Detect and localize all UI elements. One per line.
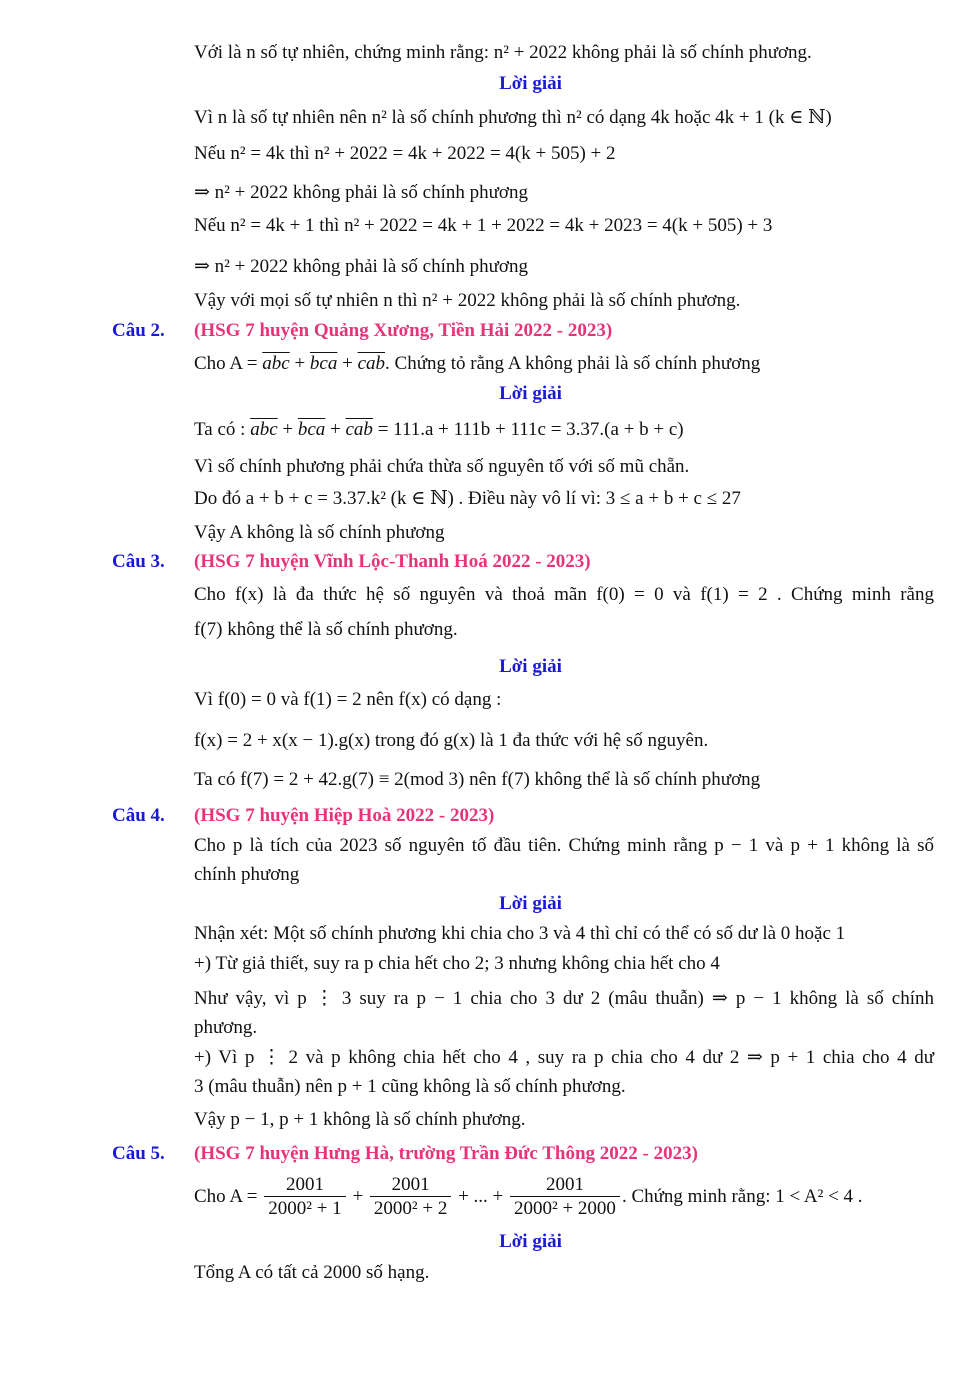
problem-statement: Cho f(x) là đa thức hệ số nguyên và thoả mãn f(0) = 0 và f(1) = 2 . Chứng minh rằng [194,584,934,605]
solution-heading: Lời giải [499,656,562,677]
solution-line: phương. [194,1017,258,1038]
question-number: Câu 4. [112,805,165,826]
solution-line: f(x) = 2 + x(x − 1).g(x) trong đó g(x) là 1 đa thức với hệ số nguyên. [194,730,709,751]
solution-line: Vậy với mọi số tự nhiên n thì n² + 2022 không phải là số chính phương. [194,290,741,311]
solution-line: Vì số chính phương phải chứa thừa số nguyên tố với số mũ chẵn. [194,456,690,477]
problem-statement: f(7) không thể là số chính phương. [194,619,458,640]
question-number: Câu 3. [112,551,165,572]
solution-line: Do đó a + b + c = 3.37.k² (k ∈ ℕ) . Điều này vô lí vì: 3 ≤ a + b + c ≤ 27 [194,488,741,509]
question-source: (HSG 7 huyện Hưng Hà, trường Trần Đức Thông 2022 - 2023) [194,1143,698,1164]
fraction: $\frac{2001}{\text{2000² + 2000}}$ [510,1174,620,1221]
solution-line: +) Vì p ⋮ 2 và p không chia hết cho 4 , suy ra p chia cho 4 dư 2 ⇒ p + 1 chia cho 4 dư [194,1047,934,1068]
solution-line: ⇒ n² + 2022 không phải là số chính phương [194,182,528,203]
solution-line: Vậy A không là số chính phương [194,522,445,543]
solution-line: +) Từ giả thiết, suy ra p chia hết cho 2; 3 nhưng không chia hết cho 4 [194,953,720,974]
fraction: $\frac{2001}{\text{2000² + 1}}$ [264,1174,345,1221]
problem-statement: Với là n số tự nhiên, chứng minh rằng: n² + 2022 không phải là số chính phương. [194,42,812,63]
fraction: $\frac{2001}{\text{2000² + 2}}$ [370,1174,451,1221]
solution-line: Ta có f(7) = 2 + 42.g(7) ≡ 2(mod 3) nên f(7) không thể là số chính phương [194,769,761,790]
solution-line: Ta có : $\overline{abc} + \overline{bca} + \overline{cab} = 111.a + 111b + 111c = 3.37.(a + b + c)$ [194,419,684,440]
question-source: (HSG 7 huyện Hiệp Hoà 2022 - 2023) [194,805,495,826]
solution-line: Như vậy, vì p ⋮ 3 suy ra p − 1 chia cho 3 dư 2 (mâu thuẫn) ⇒ p − 1 không là số chính [194,988,934,1009]
solution-line: 3 (mâu thuẫn) nên p + 1 cũng không là số chính phương. [194,1076,626,1097]
solution-line: Vì n là số tự nhiên nên n² là số chính phương thì n² có dạng 4k hoặc 4k + 1 (k ∈ ℕ) [194,107,832,128]
problem-statement: Cho p là tích của 2023 số nguyên tố đầu tiên. Chứng minh rằng p − 1 và p + 1 không là số [194,835,934,856]
question-source: (HSG 7 huyện Quảng Xương, Tiền Hải 2022 - 2023) [194,320,613,341]
solution-heading: Lời giải [499,73,562,94]
solution-line: Vậy p − 1, p + 1 không là số chính phương. [194,1109,526,1130]
solution-heading: Lời giải [499,893,562,914]
solution-line: Tổng A có tất cả 2000 số hạng. [194,1262,430,1283]
question-source: (HSG 7 huyện Vĩnh Lộc-Thanh Hoá 2022 - 2023) [194,551,591,572]
question-number: Câu 2. [112,320,165,341]
solution-heading: Lời giải [499,383,562,404]
solution-line: Nhận xét: Một số chính phương khi chia cho 3 và 4 thì chỉ có thể có số dư là 0 hoặc 1 [194,923,846,944]
solution-line: Nếu n² = 4k thì n² + 2022 = 4k + 2022 = 4(k + 505) + 2 [194,143,616,164]
solution-line: Vì f(0) = 0 và f(1) = 2 nên f(x) có dạng : [194,689,502,710]
solution-line: Nếu n² = 4k + 1 thì n² + 2022 = 4k + 1 + 2022 = 4k + 2023 = 4(k + 505) + 3 [194,215,773,236]
problem-statement: Cho $A = \overline{abc} + \overline{bca} + \overline{cab}$. Chứng tỏ rằng A không phải là số chính phương [194,353,761,374]
solution-heading: Lời giải [499,1231,562,1252]
problem-statement: Cho A = $\frac{2001}{\text{2000² + 1}}$ + $\frac{2001}{\text{2000² + 2}}$ + ... + $\frac{2001}{\text{2000² + 2000}}$ . Chứng minh rằng: 1 < A² < 4 . [194,1174,863,1220]
question-number: Câu 5. [112,1143,165,1164]
problem-statement: chính phương [194,864,300,885]
solution-line: ⇒ n² + 2022 không phải là số chính phương [194,256,528,277]
